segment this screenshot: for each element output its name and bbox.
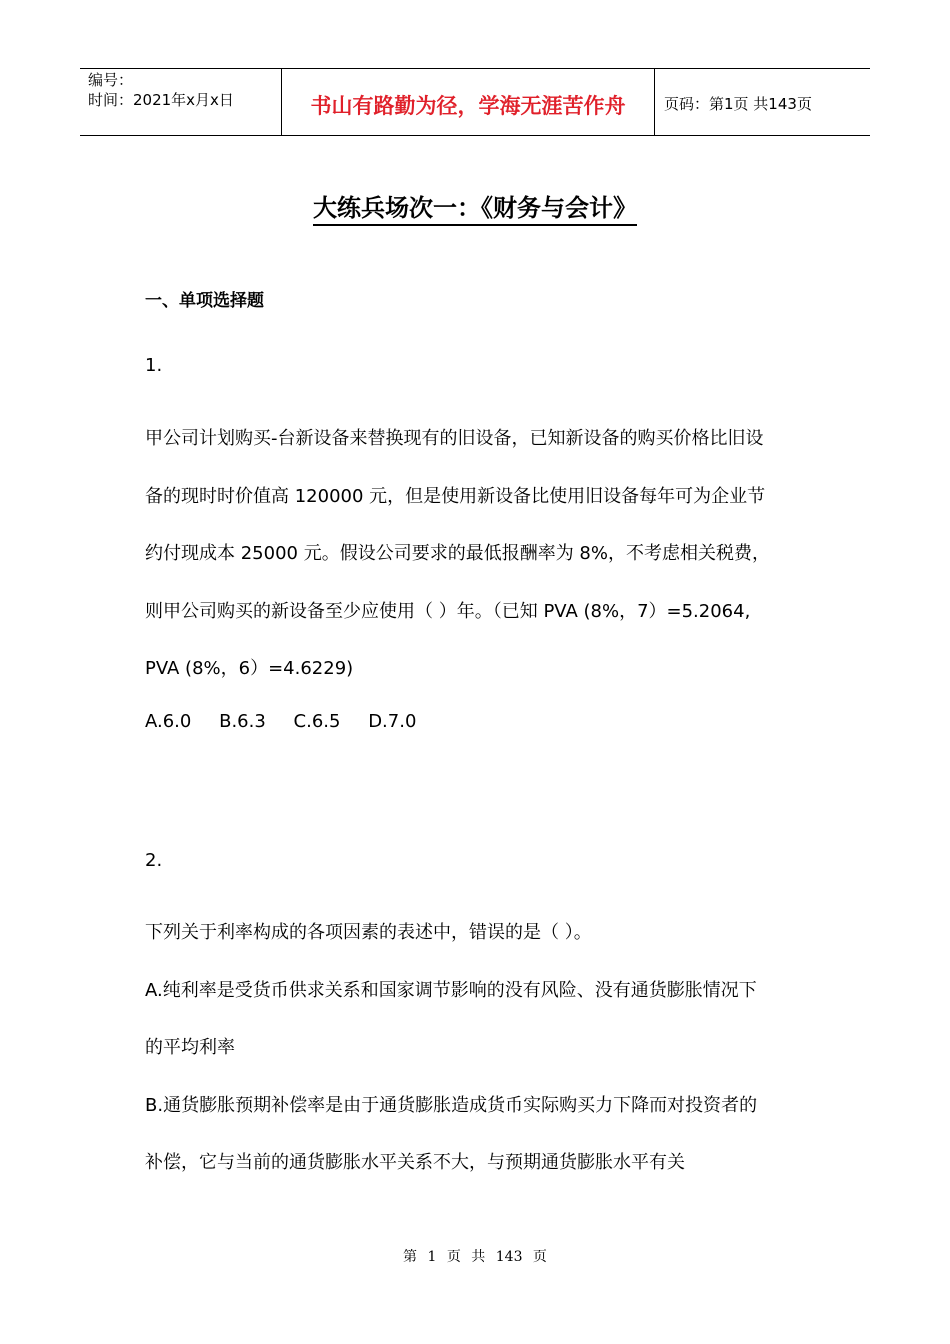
question-1-options: [145, 711, 438, 732]
option-b: B.6.3: [219, 711, 266, 732]
question-2-line: B.通货膨胀预期补偿率是由于通货膨胀造成货币实际购买力下降而对投资者的: [145, 1095, 758, 1116]
section-heading: 一、单项选择题: [145, 291, 264, 311]
option-d: D.7.0: [368, 711, 417, 732]
header-motto: 书山有路勤为径，学海无涯苦作舟: [310, 93, 626, 118]
question-1-line: PVA (8%，6）=4.6229): [145, 658, 354, 679]
header-left-cell: [88, 70, 234, 110]
document-number-label: 编号：: [88, 71, 134, 89]
option-a: A.6.0: [145, 711, 192, 732]
header-top-rule: [80, 68, 870, 69]
document-title: [0, 188, 950, 223]
question-1-number: 1.: [145, 355, 163, 376]
question-2-line: 补偿，它与当前的通货膨胀水平关系不大，与预期通货膨胀水平有关: [145, 1152, 685, 1173]
document-title-text: 大练兵场次一：《财务与会计》: [313, 194, 637, 226]
question-2-line: A.纯利率是受货币供求关系和国家调节影响的没有风险、没有通货膨胀情况下: [145, 980, 757, 1001]
question-1-line: 则甲公司购买的新设备至少应使用（ ）年。（已知 PVA (8%，7）=5.2064,: [145, 601, 751, 622]
document-time-label: 时间：2021年x月x日: [88, 91, 234, 109]
option-c: C.6.5: [293, 711, 341, 732]
header-bottom-rule: [80, 135, 870, 136]
header-divider-right: [654, 68, 655, 136]
question-1-line: 约付现成本 25000 元。假设公司要求的最低报酬率为 8%，不考虑相关税费，: [145, 543, 770, 564]
question-1-line: 甲公司计划购买-台新设备来替换现有的旧设备，已知新设备的购买价格比旧设: [145, 428, 764, 449]
page-footer: 第 1 页 共 143 页: [403, 1249, 547, 1265]
question-2-line: 的平均利率: [145, 1037, 235, 1058]
question-2-number: 2.: [145, 850, 163, 871]
question-1-line: 备的现时时价值高 120000 元，但是使用新设备比使用旧设备每年可为企业节: [145, 486, 766, 507]
header-page-info: 页码：第1页 共143页: [664, 95, 812, 113]
question-2-stem: 下列关于利率构成的各项因素的表述中，错误的是（ ）。: [145, 922, 592, 943]
